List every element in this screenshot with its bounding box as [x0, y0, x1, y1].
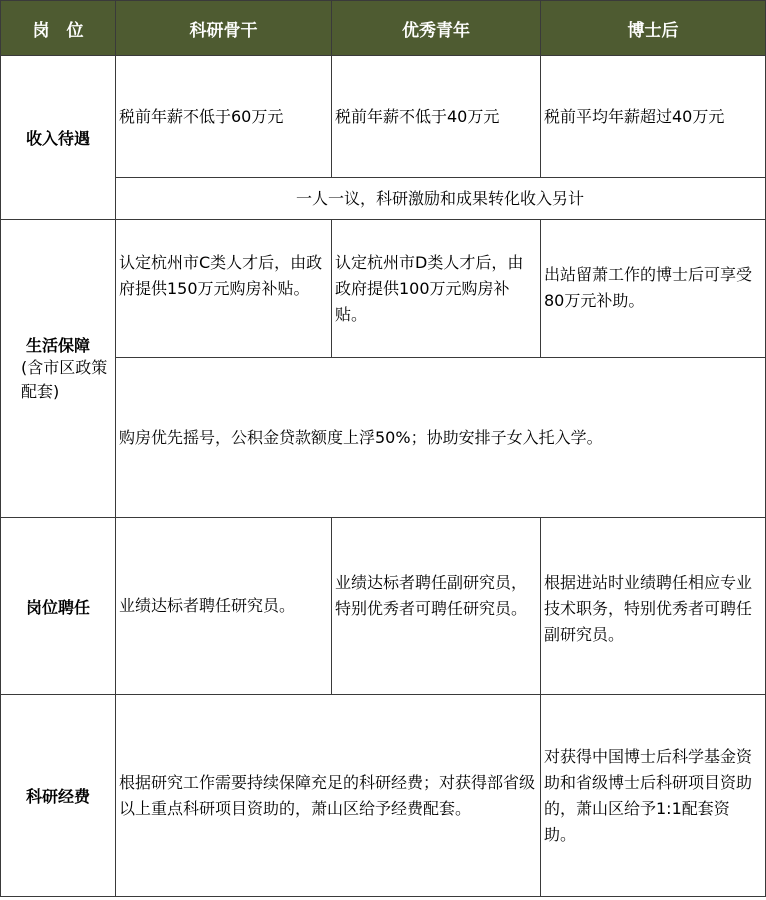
position-youth: 业绩达标者聘任副研究员，特别优秀者可聘任研究员。 — [332, 518, 541, 695]
living-sublabel: (含市区政策配套) — [21, 358, 108, 401]
income-postdoc: 税前平均年薪超过40万元 — [541, 56, 766, 178]
living-youth: 认定杭州市D类人才后，由政府提供100万元购房补贴。 — [332, 220, 541, 358]
income-note: 一人一议，科研激励和成果转化收入另计 — [116, 178, 766, 220]
income-youth: 税前年薪不低于40万元 — [332, 56, 541, 178]
living-row — [1, 220, 766, 358]
income-label: 收入待遇 — [1, 56, 116, 220]
living-label-cell — [1, 220, 116, 518]
living-note: 购房优先摇号，公积金贷款额度上浮50%；协助安排子女入托入学。 — [116, 358, 766, 518]
header-research-backbone: 科研骨干 — [116, 1, 332, 56]
living-label: 生活保障 — [25, 336, 90, 355]
position-row — [1, 518, 766, 695]
living-postdoc: 出站留萧工作的博士后可享受80万元补助。 — [541, 220, 766, 358]
income-note-row — [1, 178, 766, 220]
header-position: 岗 位 — [1, 1, 116, 56]
position-label: 岗位聘任 — [1, 518, 116, 695]
position-postdoc: 根据进站时业绩聘任相应专业技术职务，特别优秀者可聘任副研究员。 — [541, 518, 766, 695]
funding-backbone-youth: 根据研究工作需要持续保障充足的科研经费；对获得部省级以上重点科研项目资助的，萧山区给予经费配套。 — [116, 695, 541, 897]
header-row — [1, 1, 766, 56]
living-note-row — [1, 358, 766, 518]
income-backbone: 税前年薪不低于60万元 — [116, 56, 332, 178]
position-backbone: 业绩达标者聘任研究员。 — [116, 518, 332, 695]
funding-label: 科研经费 — [1, 695, 116, 897]
header-outstanding-youth: 优秀青年 — [332, 1, 541, 56]
funding-postdoc: 对获得中国博士后科学基金资助和省级博士后科研项目资助的，萧山区给予1:1配套资助。 — [541, 695, 766, 897]
header-postdoc: 博士后 — [541, 1, 766, 56]
funding-row — [1, 695, 766, 897]
income-row — [1, 56, 766, 178]
living-backbone: 认定杭州市C类人才后，由政府提供150万元购房补贴。 — [116, 220, 332, 358]
